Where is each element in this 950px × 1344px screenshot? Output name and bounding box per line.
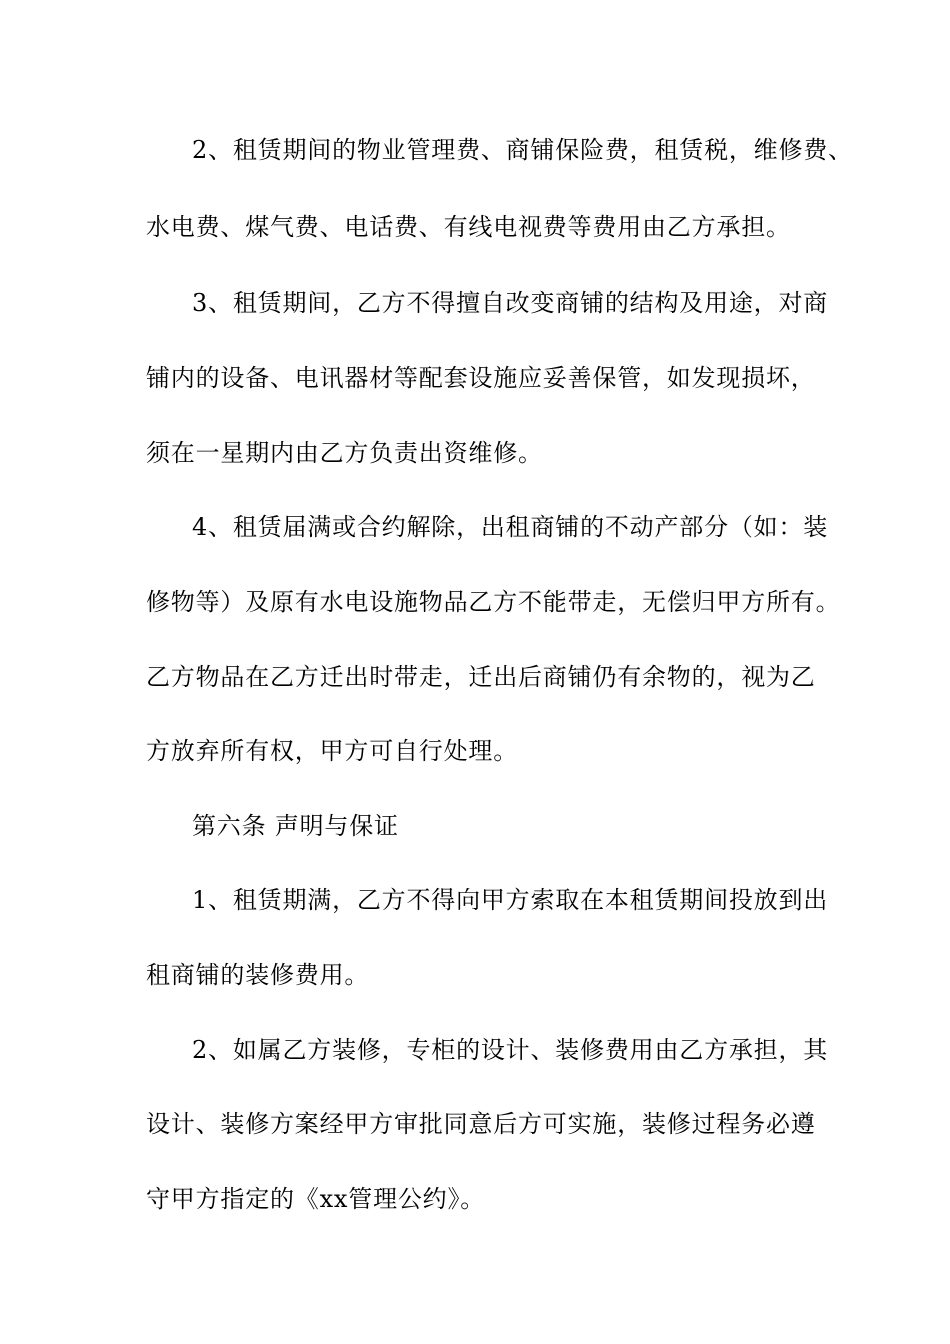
warranty-2-line-1: 2、如属乙方装修，专柜的设计、装修费用由乙方承担，其 xyxy=(192,1036,829,1064)
clause-4-line-2: 修物等）及原有水电设施物品乙方不能带走，无偿归甲方所有。 xyxy=(146,588,841,616)
clause-4-line-3: 乙方物品在乙方迁出时带走，迁出后商铺仍有余物的，视为乙 xyxy=(146,663,816,691)
warranty-1-line-2: 租商铺的装修费用。 xyxy=(146,961,370,989)
clause-4-line-1: 4、租赁届满或合约解除，出租商铺的不动产部分（如：装 xyxy=(192,513,829,541)
section-heading: 第六条 声明与保证 xyxy=(192,812,399,840)
clause-2-line-2: 水电费、煤气费、电话费、有线电视费等费用由乙方承担。 xyxy=(146,213,791,241)
clause-3-line-2: 铺内的设备、电讯器材等配套设施应妥善保管，如发现损坏， xyxy=(146,364,816,392)
warranty-2-line-3: 守甲方指定的《xx管理公约》。 xyxy=(146,1185,486,1213)
warranty-1-line-1: 1、租赁期满，乙方不得向甲方索取在本租赁期间投放到出 xyxy=(192,886,829,914)
clause-3-line-3: 须在一星期内由乙方负责出资维修。 xyxy=(146,439,543,467)
warranty-2-line-2: 设计、装修方案经甲方审批同意后方可实施，装修过程务必遵 xyxy=(146,1110,816,1138)
clause-3-line-1: 3、租赁期间，乙方不得擅自改变商铺的结构及用途，对商 xyxy=(192,289,829,317)
clause-4-line-4: 方放弃所有权，甲方可自行处理。 xyxy=(146,737,518,765)
clause-2-line-1: 2、租赁期间的物业管理费、商铺保险费，租赁税，维修费、 xyxy=(192,136,853,164)
